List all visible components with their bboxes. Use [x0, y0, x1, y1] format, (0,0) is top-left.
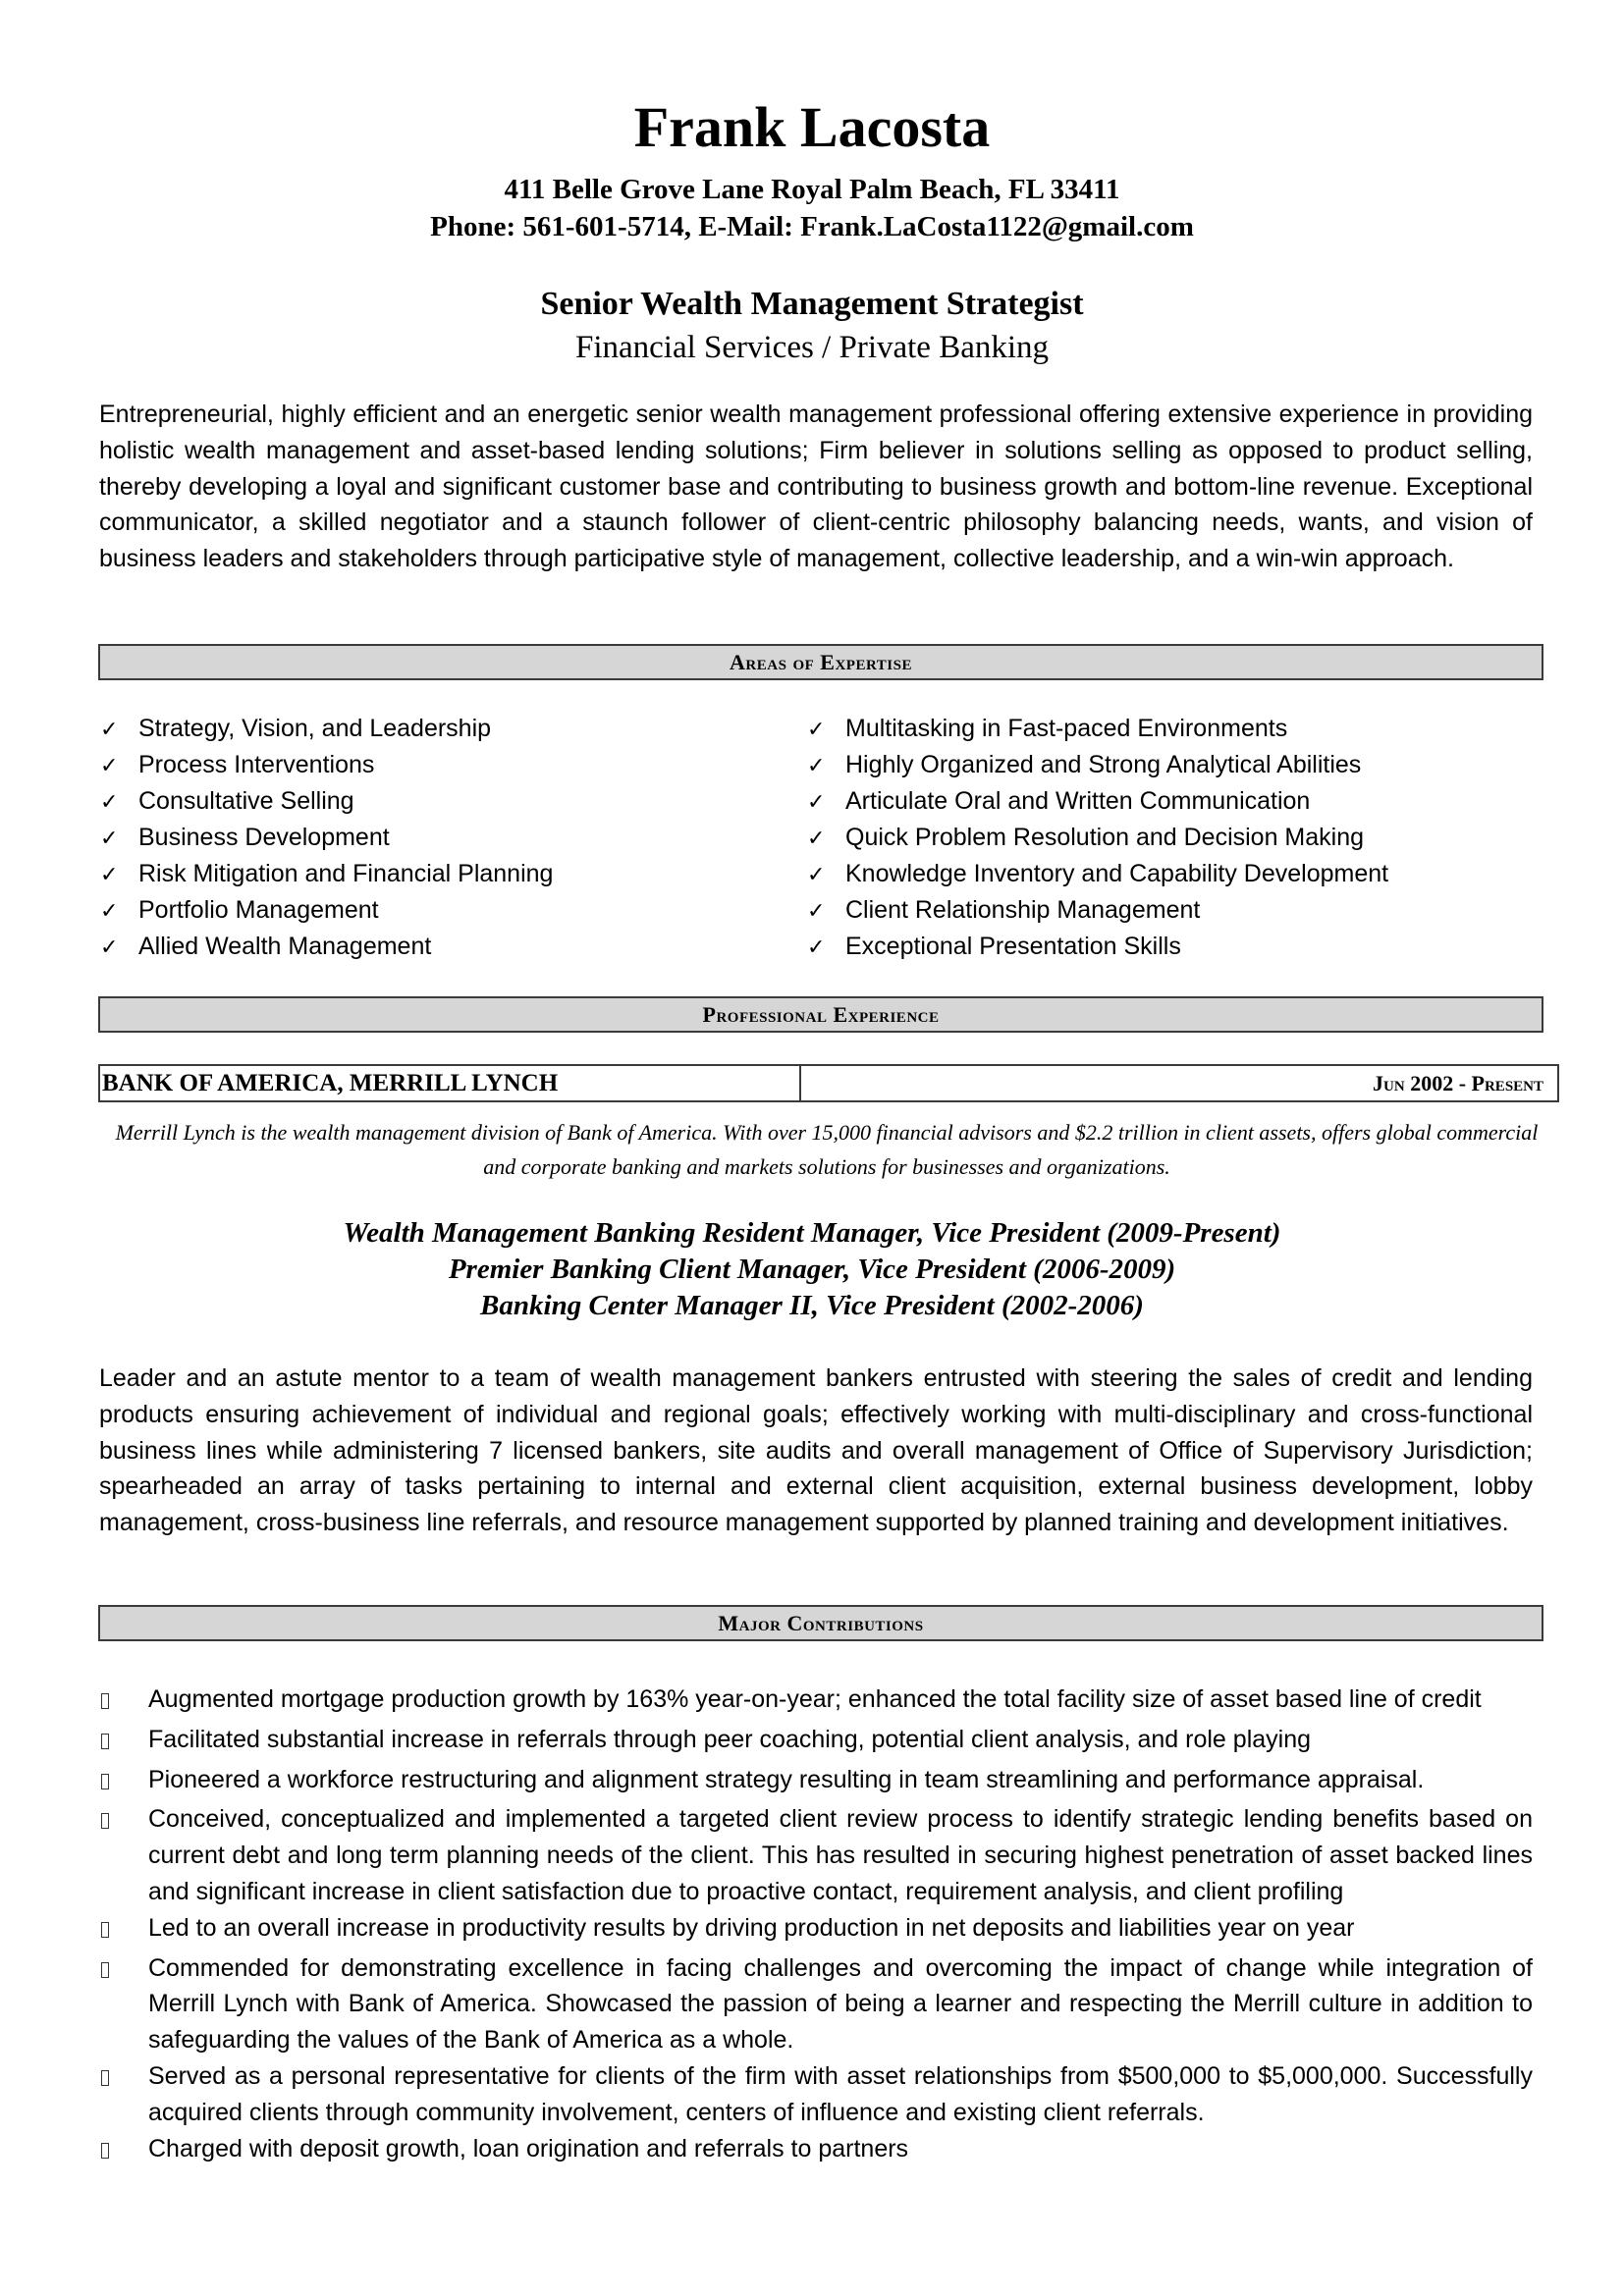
list-item: ✓ Portfolio Management — [100, 896, 379, 924]
list-item: ✓ Strategy, Vision, and Leadership — [100, 715, 492, 742]
list-item: Conceived, conceptualized and implemented a targeted client review process to identify strategic lending benefits based on current debt and long term planning needs of the client. This has resulted in securing highest penetration of asset backed lines and significant increase in client satisfaction due to proactive contact, requirement analysis, and client profiling — [99, 1801, 1533, 1909]
target-role: Senior Wealth Management Strategist — [540, 286, 1084, 322]
list-item: Pioneered a workforce restructuring and alignment strategy resulting in team streamlining and performance appraisal. — [99, 1762, 1533, 1802]
job-title: Wealth Management Banking Resident Manager, Vice President (2009-Present) — [343, 1217, 1281, 1249]
bullet-icon — [99, 1801, 148, 1909]
job-title: Premier Banking Client Manager, Vice President (2006-2009) — [448, 1254, 1176, 1285]
section-heading-contributions: Major Contributions — [98, 1605, 1543, 1641]
bullet-icon — [99, 2131, 148, 2171]
list-item: ✓ Highly Organized and Strong Analytical Abilities — [807, 751, 1362, 778]
list-item: Served as a personal representative for clients of the firm with asset relationships from $500,000 to $5,000,000. Successfully acquired clients through community involvement, centers of influence and existing client referrals. — [99, 2058, 1533, 2131]
check-icon: ✓ — [100, 861, 119, 886]
address: 411 Belle Grove Lane Royal Palm Beach, FL 33411 — [504, 174, 1120, 205]
list-item: ✓ Articulate Oral and Written Communication — [807, 787, 1311, 815]
list-item: Commended for demonstrating excellence in facing challenges and overcoming the impact of change while integration of Merrill Lynch with Bank of America. Showcased the passion of being a learner and respecting the Merrill culture in addition to safeguarding the values of the Bank of America as a whole. — [99, 1950, 1533, 2058]
list-item: Led to an overall increase in productivity results by driving production in net deposits and liabilities year on year — [99, 1910, 1533, 1950]
list-item: ✓ Risk Mitigation and Financial Planning — [100, 860, 554, 887]
expertise-column-left — [98, 711, 785, 965]
check-icon: ✓ — [100, 716, 119, 741]
expertise-column-right — [805, 711, 1492, 965]
summary-paragraph: Entrepreneurial, highly efficient and an energetic senior wealth management professional offering extensive experience in providing holistic wealth management and asset-based lending solutions; Firm believer in solutions selling as opposed to product selling, thereby developing a loyal and significant customer base and contributing to business growth and bottom-line revenue. Exceptional communicator, a skilled negotiator and a staunch follower of client-centric philosophy balancing needs, wants, and vision of business leaders and stakeholders through participative style of management, collective leadership, and a win-win approach. — [99, 400, 1533, 573]
bullet-icon — [99, 1722, 148, 1762]
list-item: Facilitated substantial increase in referrals through peer coaching, potential client analysis, and role playing — [99, 1722, 1533, 1762]
check-icon: ✓ — [807, 897, 826, 923]
list-item: ✓ Business Development — [100, 824, 390, 851]
list-item: ✓ Consultative Selling — [100, 787, 354, 815]
role-description: Leader and an astute mentor to a team of wealth management bankers entrusted with steering the sales of credit and lending products ensuring achievement of individual and regional goals; effectively working with multi-disciplinary and cross-functional business lines while administering 7 licensed bankers, site audits and overall management of Office of Supervisory Jurisdiction; spearheaded an array of tasks pertaining to internal and external client acquisition, external business development, lobby management, cross-business line referrals, and resource management supported by planned training and development initiatives. — [99, 1364, 1533, 1537]
check-icon: ✓ — [807, 861, 826, 886]
contact-line: Phone: 561-601-5714, E-Mail: Frank.LaCosta1122@gmail.com — [430, 211, 1194, 242]
bullet-icon — [99, 1950, 148, 2058]
list-item: Augmented mortgage production growth by 163% year-on-year; enhanced the total facility size of asset based line of credit — [99, 1682, 1533, 1722]
list-item: ✓ Knowledge Inventory and Capability Development — [807, 860, 1389, 887]
check-icon: ✓ — [100, 934, 119, 959]
check-icon: ✓ — [807, 752, 826, 777]
check-icon: ✓ — [100, 788, 119, 814]
section-heading-expertise: Areas of Expertise — [98, 644, 1543, 680]
job-title: Banking Center Manager II, Vice President (2002-2006) — [480, 1290, 1144, 1321]
list-item: ✓ Exceptional Presentation Skills — [807, 933, 1181, 960]
list-item: ✓ Multitasking in Fast-paced Environments — [807, 715, 1288, 742]
list-item: Charged with deposit growth, loan origination and referrals to partners — [99, 2131, 1533, 2171]
target-sector: Financial Services / Private Banking — [574, 330, 1050, 365]
list-item: ✓ Client Relationship Management — [807, 896, 1201, 924]
check-icon: ✓ — [100, 825, 119, 850]
check-icon: ✓ — [807, 788, 826, 814]
check-icon: ✓ — [100, 897, 119, 923]
list-item: ✓ Quick Problem Resolution and Decision Making — [807, 824, 1365, 851]
bullet-icon — [99, 2058, 148, 2131]
list-item: ✓ Process Interventions — [100, 751, 375, 778]
check-icon: ✓ — [807, 716, 826, 741]
bullet-icon — [99, 1682, 148, 1722]
employer-name: BANK OF AMERICA, MERRILL LYNCH — [100, 1066, 801, 1100]
contributions-list — [99, 1682, 1533, 2170]
employer-row — [98, 1064, 1559, 1102]
section-heading-experience: Professional Experience — [98, 996, 1543, 1033]
bullet-icon — [99, 1910, 148, 1950]
employer-description: Merrill Lynch is the wealth management division of Bank of America. With over 15,000 financial advisors and $2.2 trillion in client assets, offers global commercial and corporate banking and markets solutions for businesses and organizations. — [115, 1120, 1539, 1179]
check-icon: ✓ — [100, 752, 119, 777]
check-icon: ✓ — [807, 934, 826, 959]
bullet-icon — [99, 1762, 148, 1802]
candidate-name: Frank Lacosta — [633, 95, 991, 159]
check-icon: ✓ — [807, 825, 826, 850]
list-item: ✓ Allied Wealth Management — [100, 933, 432, 960]
job-titles — [0, 1215, 1624, 1324]
employment-dates: Jun 2002 - Present — [1373, 1071, 1543, 1095]
